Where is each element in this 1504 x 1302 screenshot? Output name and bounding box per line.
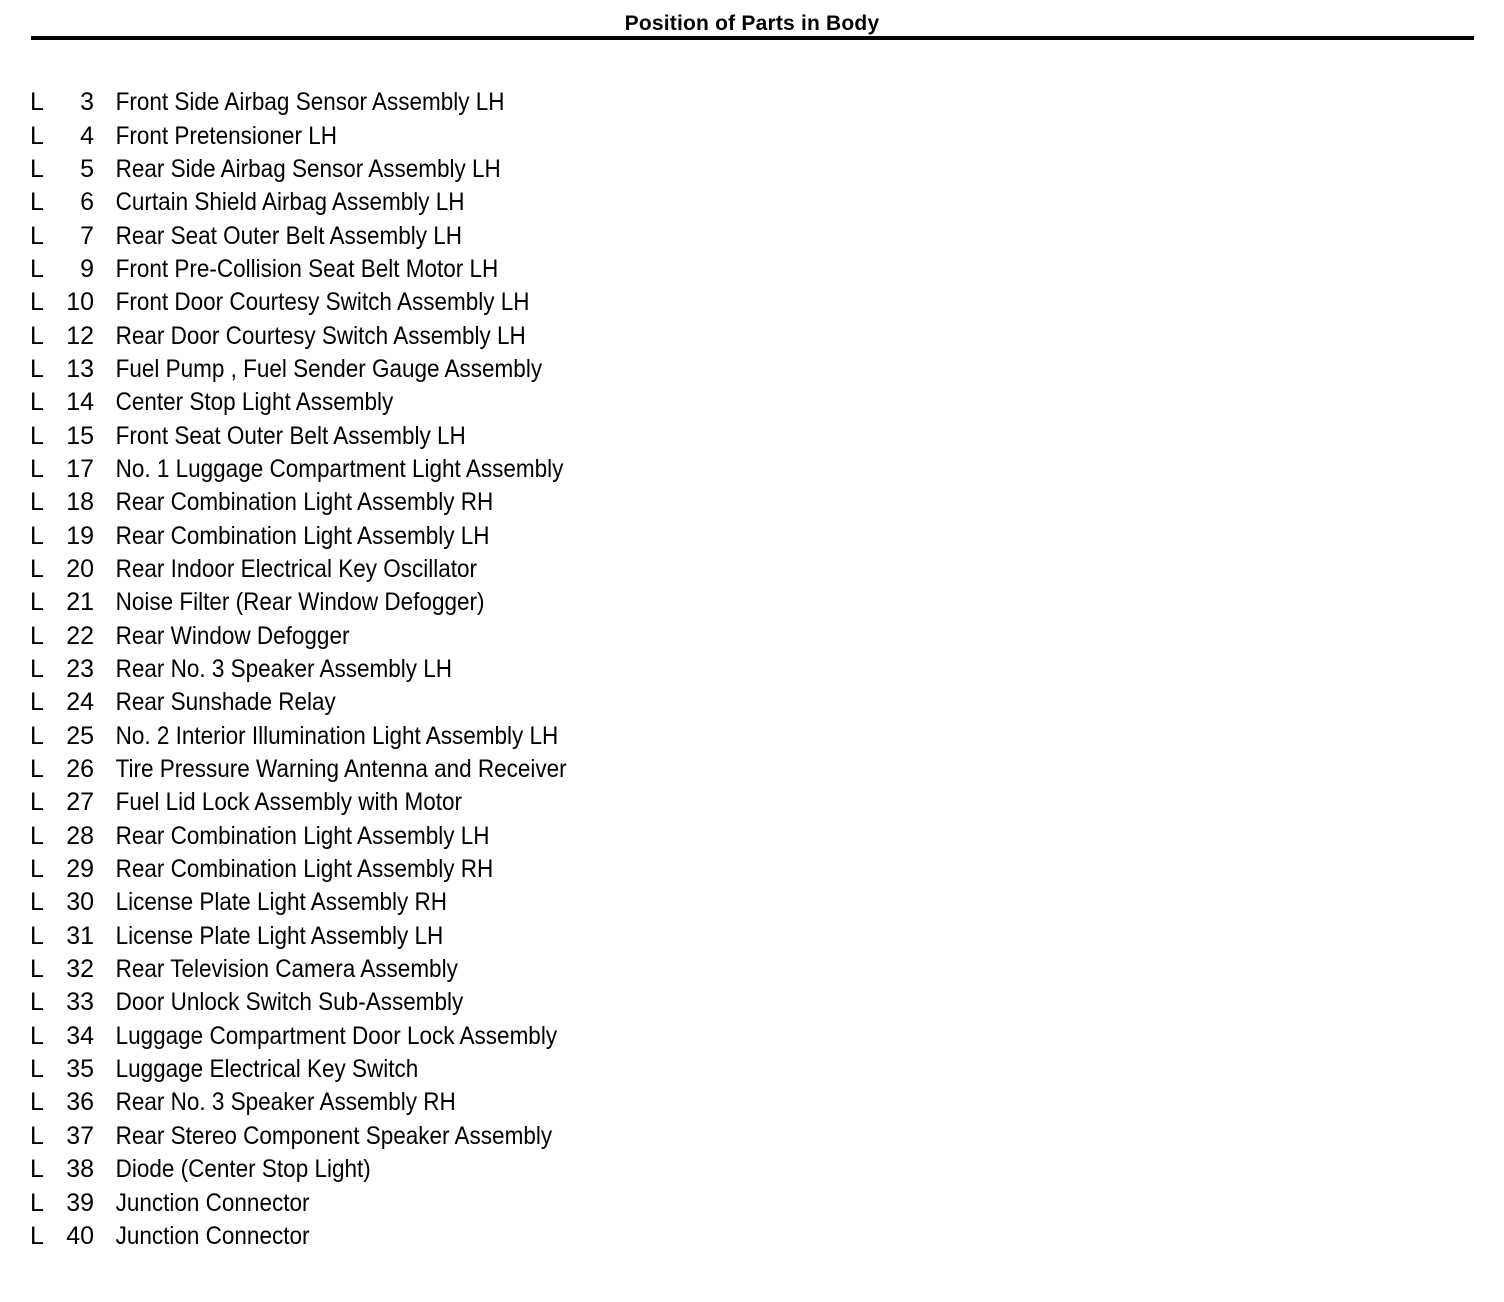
part-code: L: [30, 254, 44, 283]
part-name: Rear Door Courtesy Switch Assembly LH: [115, 321, 526, 350]
part-code: L: [30, 1021, 44, 1050]
part-row: [28, 886, 619, 919]
part-number: 10: [66, 288, 94, 317]
part-row: [28, 319, 619, 352]
part-row: [28, 720, 619, 753]
part-number: 40: [66, 1221, 94, 1250]
part-code: L: [30, 488, 44, 517]
part-row: [28, 653, 619, 686]
part-name: Rear Combination Light Assembly LH: [115, 821, 490, 850]
part-name: Front Pretensioner LH: [115, 121, 337, 150]
part-name: Front Seat Outer Belt Assembly LH: [115, 421, 466, 450]
part-number: 17: [66, 454, 94, 483]
part-row: [28, 620, 619, 653]
part-number: 18: [66, 488, 94, 517]
part-code: L: [30, 1121, 44, 1150]
part-code: L: [30, 1055, 44, 1084]
part-row: [28, 853, 619, 886]
part-name: Diode (Center Stop Light): [115, 1155, 371, 1184]
part-number: 35: [66, 1055, 94, 1084]
part-code: L: [30, 855, 44, 884]
part-name: Curtain Shield Airbag Assembly LH: [115, 188, 465, 217]
part-code: L: [30, 1088, 44, 1117]
part-name: No. 1 Luggage Compartment Light Assembly: [115, 454, 564, 483]
part-row: [28, 1020, 619, 1053]
part-number: 30: [66, 888, 94, 917]
part-code: L: [30, 755, 44, 784]
part-number: 23: [66, 655, 94, 684]
title-divider: [31, 36, 1474, 40]
part-name: Rear Combination Light Assembly RH: [115, 855, 494, 884]
part-number: 34: [66, 1021, 94, 1050]
part-code: L: [30, 454, 44, 483]
part-number: 33: [66, 988, 94, 1017]
part-code: L: [30, 188, 44, 217]
part-row: [28, 1086, 619, 1119]
part-name: No. 2 Interior Illumination Light Assembly LH: [115, 721, 559, 750]
part-code: L: [30, 988, 44, 1017]
part-number: 32: [66, 955, 94, 984]
part-number: 24: [66, 688, 94, 717]
part-row: [28, 1120, 619, 1153]
part-code: L: [30, 521, 44, 550]
part-code: L: [30, 221, 44, 250]
page-title: Position of Parts in Body: [624, 12, 880, 35]
part-name: License Plate Light Assembly RH: [115, 888, 448, 917]
part-number: 9: [80, 254, 94, 283]
part-name: Junction Connector: [115, 1188, 310, 1217]
part-name: Front Door Courtesy Switch Assembly LH: [115, 288, 530, 317]
part-number: 19: [66, 521, 94, 550]
part-name: Luggage Compartment Door Lock Assembly: [115, 1021, 558, 1050]
part-code: L: [30, 588, 44, 617]
part-code: L: [30, 121, 44, 150]
part-number: 12: [66, 321, 94, 350]
part-row: [28, 119, 619, 152]
part-name: Center Stop Light Assembly: [115, 388, 394, 417]
part-row: [28, 686, 619, 719]
part-number: 6: [80, 188, 94, 217]
part-row: [28, 186, 619, 219]
part-row: [28, 253, 619, 286]
part-number: 7: [80, 221, 94, 250]
part-name: Luggage Electrical Key Switch: [115, 1055, 419, 1084]
part-name: Fuel Lid Lock Assembly with Motor: [115, 788, 463, 817]
part-row: [28, 386, 619, 419]
part-code: L: [30, 888, 44, 917]
part-code: L: [30, 388, 44, 417]
part-name: Rear Sunshade Relay: [115, 688, 336, 717]
part-code: L: [30, 688, 44, 717]
part-code: L: [30, 154, 44, 183]
part-row: [28, 1220, 619, 1253]
part-number: 28: [66, 821, 94, 850]
part-code: L: [30, 788, 44, 817]
part-number: 31: [66, 921, 94, 950]
part-code: L: [30, 1155, 44, 1184]
parts-list: [28, 86, 619, 1253]
part-number: 25: [66, 721, 94, 750]
part-row: [28, 86, 619, 119]
part-code: L: [30, 1221, 44, 1250]
part-number: 39: [66, 1188, 94, 1217]
part-code: L: [30, 554, 44, 583]
part-code: L: [30, 921, 44, 950]
part-row: [28, 920, 619, 953]
part-name: Junction Connector: [115, 1221, 310, 1250]
part-name: Rear Combination Light Assembly LH: [115, 521, 490, 550]
part-name: Door Unlock Switch Sub-Assembly: [115, 988, 464, 1017]
part-name: Front Side Airbag Sensor Assembly LH: [115, 88, 505, 117]
part-number: 29: [66, 855, 94, 884]
part-code: L: [30, 955, 44, 984]
part-code: L: [30, 354, 44, 383]
part-row: [28, 786, 619, 819]
part-number: 4: [80, 121, 94, 150]
part-number: 21: [66, 588, 94, 617]
part-number: 13: [66, 354, 94, 383]
part-code: L: [30, 655, 44, 684]
part-code: L: [30, 721, 44, 750]
part-name: Rear No. 3 Speaker Assembly RH: [115, 1088, 456, 1117]
part-code: L: [30, 321, 44, 350]
part-number: 14: [66, 388, 94, 417]
part-name: License Plate Light Assembly LH: [115, 921, 444, 950]
part-number: 26: [66, 755, 94, 784]
part-row: [28, 820, 619, 853]
part-code: L: [30, 1188, 44, 1217]
part-number: 5: [80, 154, 94, 183]
part-number: 22: [66, 621, 94, 650]
part-code: L: [30, 288, 44, 317]
part-row: [28, 519, 619, 552]
part-name: Tire Pressure Warning Antenna and Receiver: [115, 755, 567, 784]
part-name: Rear Seat Outer Belt Assembly LH: [115, 221, 463, 250]
part-row: [28, 953, 619, 986]
part-code: L: [30, 621, 44, 650]
part-name: Noise Filter (Rear Window Defogger): [115, 588, 485, 617]
part-name: Rear Window Defogger: [115, 621, 350, 650]
part-number: 20: [66, 554, 94, 583]
part-row: [28, 553, 619, 586]
part-name: Rear Stereo Component Speaker Assembly: [115, 1121, 553, 1150]
part-row: [28, 986, 619, 1019]
part-number: 36: [66, 1088, 94, 1117]
part-name: Front Pre-Collision Seat Belt Motor LH: [115, 254, 499, 283]
part-number: 15: [66, 421, 94, 450]
part-code: L: [30, 421, 44, 450]
part-name: Rear Indoor Electrical Key Oscillator: [115, 554, 477, 583]
part-number: 27: [66, 788, 94, 817]
part-code: L: [30, 821, 44, 850]
part-row: [28, 219, 619, 252]
part-row: [28, 486, 619, 519]
part-row: [28, 1186, 619, 1219]
part-number: 37: [66, 1121, 94, 1150]
part-code: L: [30, 88, 44, 117]
part-row: [28, 153, 619, 186]
part-name: Rear No. 3 Speaker Assembly LH: [115, 655, 453, 684]
part-row: [28, 1053, 619, 1086]
part-row: [28, 586, 619, 619]
part-name: Rear Side Airbag Sensor Assembly LH: [115, 154, 501, 183]
part-number: 3: [80, 88, 94, 117]
part-row: [28, 453, 619, 486]
part-row: [28, 419, 619, 452]
part-number: 38: [66, 1155, 94, 1184]
part-row: [28, 1153, 619, 1186]
part-row: [28, 353, 619, 386]
part-name: Fuel Pump , Fuel Sender Gauge Assembly: [115, 354, 543, 383]
part-row: [28, 753, 619, 786]
part-name: Rear Television Camera Assembly: [115, 955, 458, 984]
part-name: Rear Combination Light Assembly RH: [115, 488, 494, 517]
part-row: [28, 286, 619, 319]
